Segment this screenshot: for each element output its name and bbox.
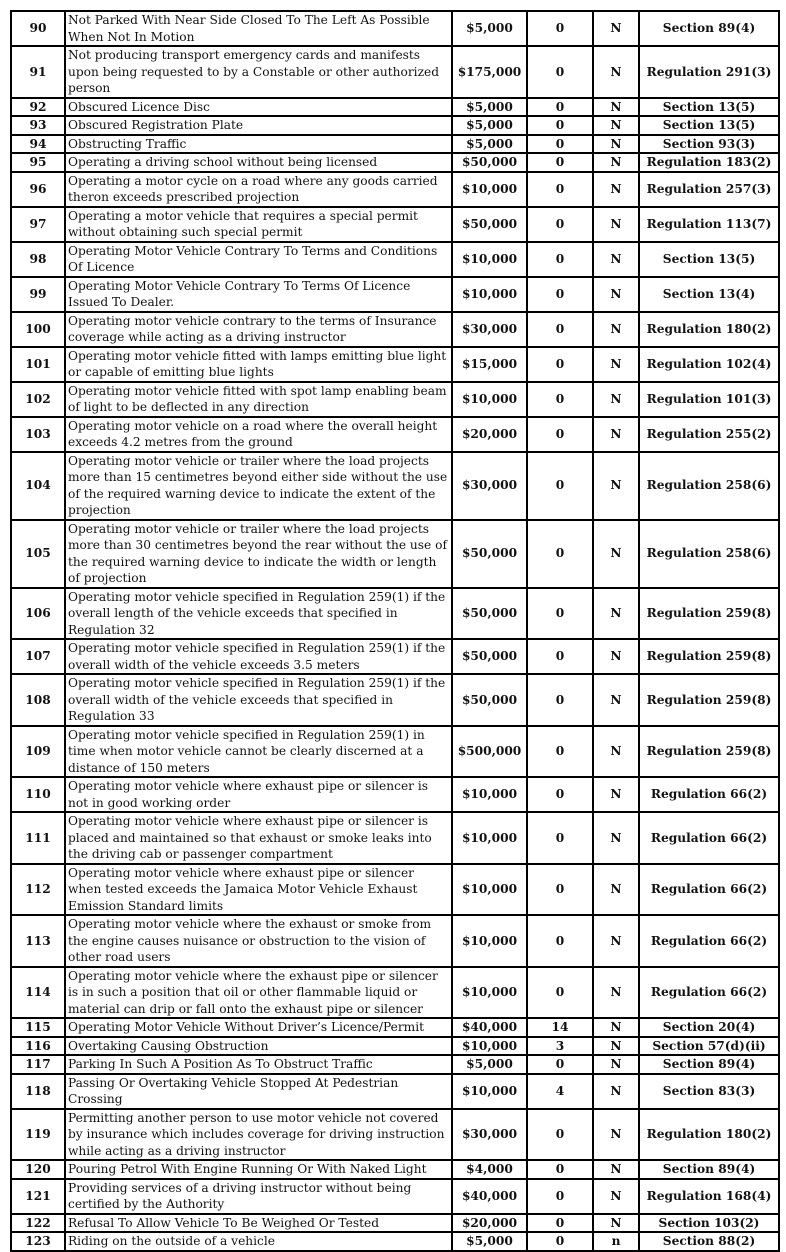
offence-description: Operating motor vehicle or trailer where the load projects more than 15 centimetres beyond either side without the use of the required warning device to indicate the extent of the projection bbox=[65, 452, 452, 520]
fine-amount: $5,000 bbox=[452, 135, 527, 154]
demerit-points: 0 bbox=[527, 812, 593, 864]
table-row bbox=[11, 1214, 779, 1233]
offence-description: Operating motor vehicle where exhaust pipe or silencer when tested exceeds the Jamaica Motor Vehicle Exhaust Emission Standard limits bbox=[65, 864, 452, 916]
offence-flag: N bbox=[593, 1074, 639, 1109]
offence-flag: N bbox=[593, 1037, 639, 1056]
demerit-points: 0 bbox=[527, 915, 593, 967]
offence-flag: N bbox=[593, 726, 639, 778]
table-row bbox=[11, 116, 779, 135]
offence-flag: N bbox=[593, 172, 639, 207]
fine-amount: $5,000 bbox=[452, 11, 527, 46]
offence-number: 103 bbox=[11, 417, 65, 452]
demerit-points: 0 bbox=[527, 11, 593, 46]
offence-number: 114 bbox=[11, 967, 65, 1019]
fine-amount: $30,000 bbox=[452, 312, 527, 347]
table-row bbox=[11, 639, 779, 674]
offences-table bbox=[10, 10, 780, 1252]
fine-amount: $50,000 bbox=[452, 639, 527, 674]
demerit-points: 0 bbox=[527, 382, 593, 417]
offence-number: 106 bbox=[11, 588, 65, 640]
offence-description: Operating motor vehicle fitted with lamps emitting blue light or capable of emitting blue lights bbox=[65, 347, 452, 382]
offence-description: Operating Motor Vehicle Contrary To Terms Of Licence Issued To Dealer. bbox=[65, 277, 452, 312]
table-row bbox=[11, 1018, 779, 1037]
fine-amount: $50,000 bbox=[452, 520, 527, 588]
fine-amount: $10,000 bbox=[452, 1074, 527, 1109]
fine-amount: $5,000 bbox=[452, 1055, 527, 1074]
demerit-points: 0 bbox=[527, 46, 593, 98]
offence-flag: N bbox=[593, 1179, 639, 1214]
offence-flag: N bbox=[593, 864, 639, 916]
offence-number: 108 bbox=[11, 674, 65, 726]
legal-reference: Section 57(d)(ii) bbox=[639, 1037, 779, 1056]
demerit-points: 0 bbox=[527, 135, 593, 154]
table-row bbox=[11, 674, 779, 726]
fine-amount: $175,000 bbox=[452, 46, 527, 98]
offence-description: Operating motor vehicle where the exhaust pipe or silencer is in such a position that oil or other flammable liquid or material can drip or fall onto the exhaust pipe or silencer bbox=[65, 967, 452, 1019]
table-row bbox=[11, 1037, 779, 1056]
table-row bbox=[11, 382, 779, 417]
demerit-points: 0 bbox=[527, 347, 593, 382]
offence-number: 92 bbox=[11, 98, 65, 117]
fine-amount: $30,000 bbox=[452, 1109, 527, 1161]
demerit-points: 0 bbox=[527, 172, 593, 207]
offence-description: Operating Motor Vehicle Contrary To Terms and Conditions Of Licence bbox=[65, 242, 452, 277]
offence-description: Obscured Licence Disc bbox=[65, 98, 452, 117]
offences-table-body bbox=[11, 11, 779, 1251]
legal-reference: Regulation 66(2) bbox=[639, 967, 779, 1019]
legal-reference: Regulation 183(2) bbox=[639, 153, 779, 172]
offence-description: Operating motor vehicle specified in Regulation 259(1) in time when motor vehicle cannot be clearly discerned at a distance of 150 meters bbox=[65, 726, 452, 778]
fine-amount: $10,000 bbox=[452, 172, 527, 207]
legal-reference: Regulation 258(6) bbox=[639, 520, 779, 588]
fine-amount: $40,000 bbox=[452, 1018, 527, 1037]
offence-number: 122 bbox=[11, 1214, 65, 1233]
offence-description: Operating motor vehicle contrary to the terms of Insurance coverage while acting as a driving instructor bbox=[65, 312, 452, 347]
table-row bbox=[11, 347, 779, 382]
offence-flag: n bbox=[593, 1232, 639, 1251]
offence-number: 90 bbox=[11, 11, 65, 46]
fine-amount: $20,000 bbox=[452, 1214, 527, 1233]
offence-description: Not producing transport emergency cards and manifests upon being requested to by a Constable or other authorized person bbox=[65, 46, 452, 98]
table-row bbox=[11, 11, 779, 46]
offence-description: Operating motor vehicle where exhaust pipe or silencer is placed and maintained so that exhaust or smoke leaks into the driving cab or passenger compartment bbox=[65, 812, 452, 864]
offence-description: Operating motor vehicle specified in Regulation 259(1) if the overall width of the vehicle exceeds that specified in Regulation 33 bbox=[65, 674, 452, 726]
offence-flag: N bbox=[593, 347, 639, 382]
fine-amount: $500,000 bbox=[452, 726, 527, 778]
fine-amount: $10,000 bbox=[452, 967, 527, 1019]
demerit-points: 0 bbox=[527, 1109, 593, 1161]
table-row bbox=[11, 98, 779, 117]
table-row bbox=[11, 1055, 779, 1074]
table-row bbox=[11, 153, 779, 172]
demerit-points: 0 bbox=[527, 116, 593, 135]
table-row bbox=[11, 588, 779, 640]
legal-reference: Regulation 113(7) bbox=[639, 207, 779, 242]
table-row bbox=[11, 312, 779, 347]
offence-number: 118 bbox=[11, 1074, 65, 1109]
offence-number: 112 bbox=[11, 864, 65, 916]
offence-number: 116 bbox=[11, 1037, 65, 1056]
offence-description: Operating motor vehicle where the exhaust or smoke from the engine causes nuisance or obstruction to the vision of other road users bbox=[65, 915, 452, 967]
offence-flag: N bbox=[593, 417, 639, 452]
offence-flag: N bbox=[593, 1018, 639, 1037]
legal-reference: Section 13(4) bbox=[639, 277, 779, 312]
legal-reference: Section 13(5) bbox=[639, 242, 779, 277]
legal-reference: Section 83(3) bbox=[639, 1074, 779, 1109]
offence-flag: N bbox=[593, 98, 639, 117]
table-row bbox=[11, 777, 779, 812]
offence-description: Permitting another person to use motor vehicle not covered by insurance which includes coverage for driving instruction while acting as a driving instructor bbox=[65, 1109, 452, 1161]
fine-amount: $50,000 bbox=[452, 207, 527, 242]
fine-amount: $40,000 bbox=[452, 1179, 527, 1214]
fine-amount: $10,000 bbox=[452, 864, 527, 916]
demerit-points: 4 bbox=[527, 1074, 593, 1109]
table-row bbox=[11, 520, 779, 588]
table-row bbox=[11, 915, 779, 967]
offence-description: Obstructing Traffic bbox=[65, 135, 452, 154]
offence-number: 100 bbox=[11, 312, 65, 347]
demerit-points: 0 bbox=[527, 588, 593, 640]
legal-reference: Regulation 291(3) bbox=[639, 46, 779, 98]
legal-reference: Regulation 257(3) bbox=[639, 172, 779, 207]
fine-amount: $50,000 bbox=[452, 674, 527, 726]
table-row bbox=[11, 452, 779, 520]
table-row bbox=[11, 1160, 779, 1179]
offence-number: 98 bbox=[11, 242, 65, 277]
offence-description: Operating motor vehicle fitted with spot lamp enabling beam of light to be deflected in any direction bbox=[65, 382, 452, 417]
legal-reference: Regulation 102(4) bbox=[639, 347, 779, 382]
legal-reference: Regulation 66(2) bbox=[639, 777, 779, 812]
demerit-points: 0 bbox=[527, 1055, 593, 1074]
offence-flag: N bbox=[593, 967, 639, 1019]
fine-amount: $5,000 bbox=[452, 116, 527, 135]
fine-amount: $10,000 bbox=[452, 915, 527, 967]
offence-flag: N bbox=[593, 242, 639, 277]
table-row bbox=[11, 46, 779, 98]
offence-flag: N bbox=[593, 812, 639, 864]
table-row bbox=[11, 417, 779, 452]
legal-reference: Section 103(2) bbox=[639, 1214, 779, 1233]
table-row bbox=[11, 812, 779, 864]
offence-flag: N bbox=[593, 639, 639, 674]
demerit-points: 0 bbox=[527, 777, 593, 812]
demerit-points: 0 bbox=[527, 242, 593, 277]
fine-amount: $5,000 bbox=[452, 1232, 527, 1251]
offence-flag: N bbox=[593, 520, 639, 588]
fine-amount: $10,000 bbox=[452, 382, 527, 417]
offence-flag: N bbox=[593, 207, 639, 242]
offence-description: Pouring Petrol With Engine Running Or With Naked Light bbox=[65, 1160, 452, 1179]
offence-flag: N bbox=[593, 277, 639, 312]
demerit-points: 0 bbox=[527, 726, 593, 778]
legal-reference: Regulation 180(2) bbox=[639, 1109, 779, 1161]
legal-reference: Section 88(2) bbox=[639, 1232, 779, 1251]
demerit-points: 3 bbox=[527, 1037, 593, 1056]
table-row bbox=[11, 1074, 779, 1109]
offence-description: Operating motor vehicle on a road where the overall height exceeds 4.2 metres from the ground bbox=[65, 417, 452, 452]
legal-reference: Section 13(5) bbox=[639, 98, 779, 117]
demerit-points: 0 bbox=[527, 312, 593, 347]
demerit-points: 0 bbox=[527, 452, 593, 520]
legal-reference: Section 89(4) bbox=[639, 11, 779, 46]
offence-number: 104 bbox=[11, 452, 65, 520]
demerit-points: 0 bbox=[527, 277, 593, 312]
offence-description: Operating Motor Vehicle Without Driver’s Licence/Permit bbox=[65, 1018, 452, 1037]
demerit-points: 0 bbox=[527, 1179, 593, 1214]
table-row bbox=[11, 1179, 779, 1214]
demerit-points: 0 bbox=[527, 967, 593, 1019]
offence-flag: N bbox=[593, 11, 639, 46]
offence-number: 93 bbox=[11, 116, 65, 135]
table-row bbox=[11, 1232, 779, 1251]
offence-number: 111 bbox=[11, 812, 65, 864]
fine-amount: $10,000 bbox=[452, 812, 527, 864]
offence-description: Overtaking Causing Obstruction bbox=[65, 1037, 452, 1056]
legal-reference: Regulation 180(2) bbox=[639, 312, 779, 347]
offence-description: Operating a driving school without being licensed bbox=[65, 153, 452, 172]
offence-number: 109 bbox=[11, 726, 65, 778]
offence-flag: N bbox=[593, 915, 639, 967]
demerit-points: 0 bbox=[527, 417, 593, 452]
offence-description: Obscured Registration Plate bbox=[65, 116, 452, 135]
offence-flag: N bbox=[593, 1214, 639, 1233]
offence-flag: N bbox=[593, 588, 639, 640]
offence-number: 113 bbox=[11, 915, 65, 967]
legal-reference: Regulation 259(8) bbox=[639, 726, 779, 778]
fine-amount: $50,000 bbox=[452, 588, 527, 640]
legal-reference: Section 20(4) bbox=[639, 1018, 779, 1037]
legal-reference: Section 89(4) bbox=[639, 1160, 779, 1179]
legal-reference: Regulation 259(8) bbox=[639, 588, 779, 640]
offence-number: 102 bbox=[11, 382, 65, 417]
demerit-points: 0 bbox=[527, 1214, 593, 1233]
demerit-points: 0 bbox=[527, 1232, 593, 1251]
fine-amount: $10,000 bbox=[452, 277, 527, 312]
offence-number: 117 bbox=[11, 1055, 65, 1074]
offence-number: 101 bbox=[11, 347, 65, 382]
offence-number: 115 bbox=[11, 1018, 65, 1037]
offence-flag: N bbox=[593, 46, 639, 98]
offence-description: Operating motor vehicle specified in Regulation 259(1) if the overall length of the vehicle exceeds that specified in Regulation 32 bbox=[65, 588, 452, 640]
offence-number: 95 bbox=[11, 153, 65, 172]
demerit-points: 14 bbox=[527, 1018, 593, 1037]
offence-number: 105 bbox=[11, 520, 65, 588]
legal-reference: Regulation 66(2) bbox=[639, 812, 779, 864]
offence-number: 121 bbox=[11, 1179, 65, 1214]
offence-number: 123 bbox=[11, 1232, 65, 1251]
offence-description: Operating motor vehicle where exhaust pipe or silencer is not in good working order bbox=[65, 777, 452, 812]
offence-flag: N bbox=[593, 452, 639, 520]
demerit-points: 0 bbox=[527, 674, 593, 726]
offence-number: 99 bbox=[11, 277, 65, 312]
offence-description: Refusal To Allow Vehicle To Be Weighed Or Tested bbox=[65, 1214, 452, 1233]
legal-reference: Section 93(3) bbox=[639, 135, 779, 154]
table-row bbox=[11, 135, 779, 154]
demerit-points: 0 bbox=[527, 207, 593, 242]
table-row bbox=[11, 967, 779, 1019]
demerit-points: 0 bbox=[527, 864, 593, 916]
offence-flag: N bbox=[593, 674, 639, 726]
fine-amount: $50,000 bbox=[452, 153, 527, 172]
offence-description: Passing Or Overtaking Vehicle Stopped At Pedestrian Crossing bbox=[65, 1074, 452, 1109]
offence-number: 119 bbox=[11, 1109, 65, 1161]
offence-description: Providing services of a driving instructor without being certified by the Authority bbox=[65, 1179, 452, 1214]
legal-reference: Regulation 259(8) bbox=[639, 674, 779, 726]
table-row bbox=[11, 172, 779, 207]
legal-reference: Regulation 258(6) bbox=[639, 452, 779, 520]
fine-amount: $5,000 bbox=[452, 98, 527, 117]
offence-number: 91 bbox=[11, 46, 65, 98]
legal-reference: Section 13(5) bbox=[639, 116, 779, 135]
legal-reference: Regulation 255(2) bbox=[639, 417, 779, 452]
fine-amount: $30,000 bbox=[452, 452, 527, 520]
offence-flag: N bbox=[593, 1109, 639, 1161]
offence-flag: N bbox=[593, 777, 639, 812]
demerit-points: 0 bbox=[527, 520, 593, 588]
legal-reference: Regulation 66(2) bbox=[639, 864, 779, 916]
offence-flag: N bbox=[593, 312, 639, 347]
legal-reference: Regulation 66(2) bbox=[639, 915, 779, 967]
legal-reference: Regulation 101(3) bbox=[639, 382, 779, 417]
demerit-points: 0 bbox=[527, 639, 593, 674]
offence-flag: N bbox=[593, 1055, 639, 1074]
demerit-points: 0 bbox=[527, 153, 593, 172]
table-row bbox=[11, 726, 779, 778]
offence-number: 110 bbox=[11, 777, 65, 812]
offence-flag: N bbox=[593, 1160, 639, 1179]
fine-amount: $10,000 bbox=[452, 777, 527, 812]
offence-number: 97 bbox=[11, 207, 65, 242]
offence-description: Operating a motor cycle on a road where any goods carried theron exceeds prescribed projection bbox=[65, 172, 452, 207]
fine-amount: $10,000 bbox=[452, 1037, 527, 1056]
offence-number: 107 bbox=[11, 639, 65, 674]
offence-flag: N bbox=[593, 382, 639, 417]
legal-reference: Regulation 259(8) bbox=[639, 639, 779, 674]
offence-description: Operating a motor vehicle that requires a special permit without obtaining such special permit bbox=[65, 207, 452, 242]
legal-reference: Section 89(4) bbox=[639, 1055, 779, 1074]
table-row bbox=[11, 242, 779, 277]
fine-amount: $4,000 bbox=[452, 1160, 527, 1179]
table-row bbox=[11, 1109, 779, 1161]
demerit-points: 0 bbox=[527, 1160, 593, 1179]
offence-number: 94 bbox=[11, 135, 65, 154]
offence-description: Operating motor vehicle specified in Regulation 259(1) if the overall width of the vehicle exceeds 3.5 meters bbox=[65, 639, 452, 674]
offence-description: Parking In Such A Position As To Obstruct Traffic bbox=[65, 1055, 452, 1074]
fine-amount: $10,000 bbox=[452, 242, 527, 277]
offence-flag: N bbox=[593, 153, 639, 172]
offence-description: Riding on the outside of a vehicle bbox=[65, 1232, 452, 1251]
table-row bbox=[11, 277, 779, 312]
offence-flag: N bbox=[593, 135, 639, 154]
offence-description: Operating motor vehicle or trailer where the load projects more than 30 centimetres beyond the rear without the use of the required warning device to indicate the width or length of projection bbox=[65, 520, 452, 588]
table-row bbox=[11, 864, 779, 916]
fine-amount: $20,000 bbox=[452, 417, 527, 452]
demerit-points: 0 bbox=[527, 98, 593, 117]
fine-amount: $15,000 bbox=[452, 347, 527, 382]
offence-flag: N bbox=[593, 116, 639, 135]
legal-reference: Regulation 168(4) bbox=[639, 1179, 779, 1214]
offence-number: 120 bbox=[11, 1160, 65, 1179]
table-row bbox=[11, 207, 779, 242]
offence-description: Not Parked With Near Side Closed To The Left As Possible When Not In Motion bbox=[65, 11, 452, 46]
offence-number: 96 bbox=[11, 172, 65, 207]
